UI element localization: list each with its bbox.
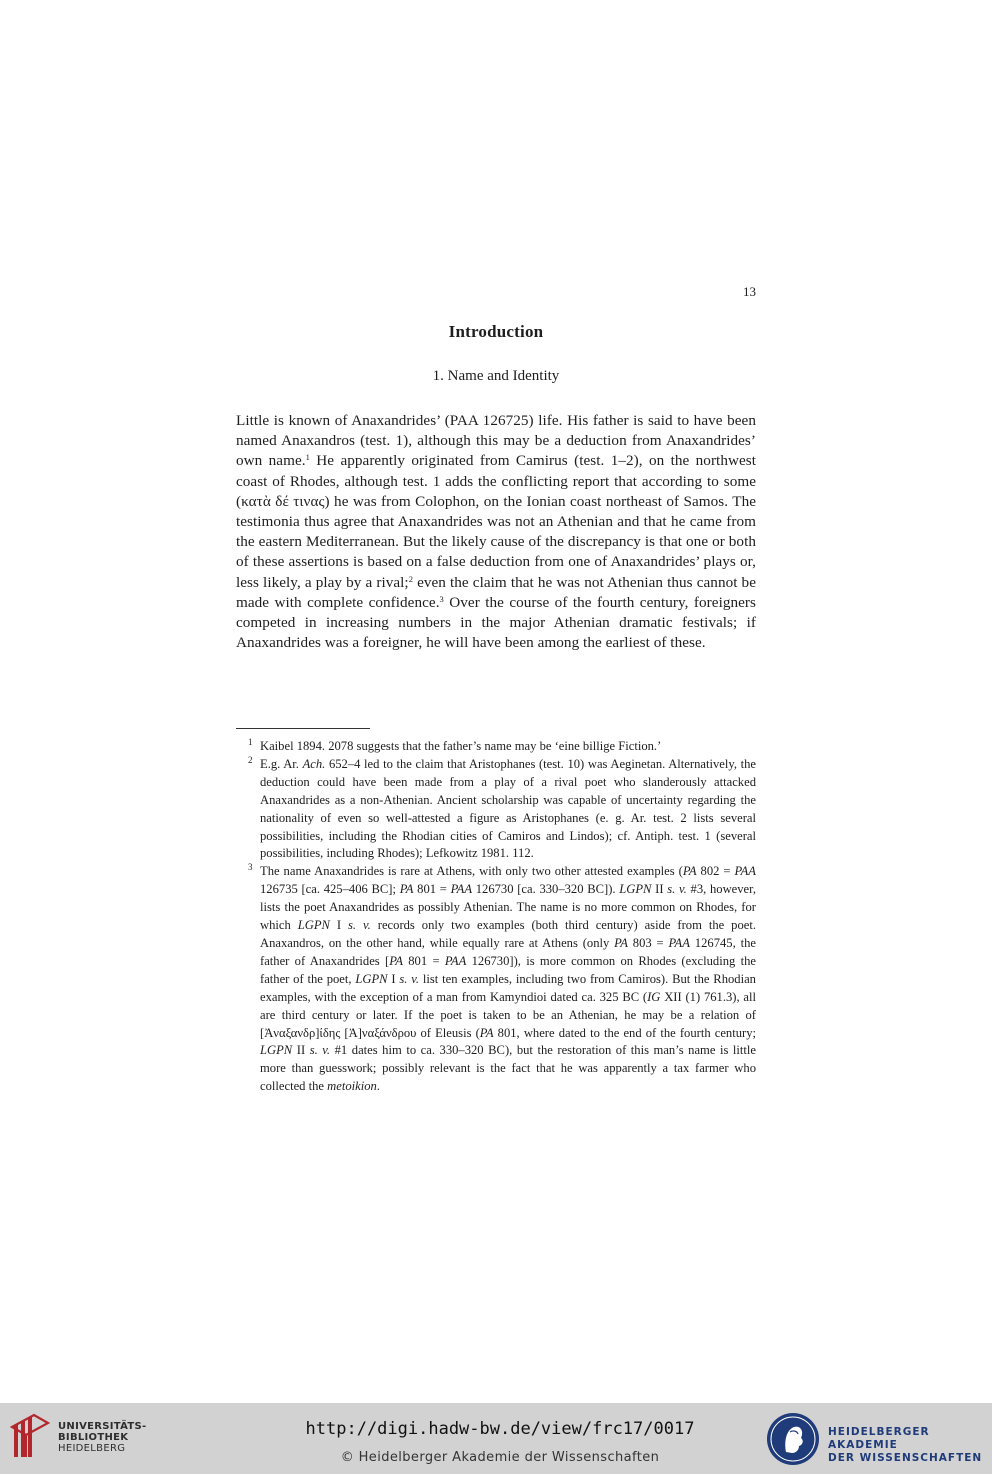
footnote-mark: 3 (248, 862, 253, 873)
footnote-italic: PA (614, 935, 628, 950)
footnote-ref-3[interactable]: 3 (439, 593, 444, 604)
footnote-text: 126730]), is more common on Rhodes (excluding the father of the poet, (260, 953, 756, 986)
footnote-text: 652–4 led to the claim that Aristophanes (test. 10) was Aeginetan. Alternatively, the deduction could have been made from a play of a rival poet who slanderously attacked Anaxandrides as a non-Athenian. Ancient scholarship was capable of uncertainty regarding the nationality of even so well-attested a figure as Aristophanes (e. g. Ar. test. 2 lists several possibilities, including the Rhodian cities of Camiros and Lindos); cf. Antiph. test. 1 (several possibilities, including Rhodes); Lefkowitz 1981. 112. (260, 756, 756, 861)
footnote-italic: PA (399, 882, 414, 897)
footnote-text: The name Anaxandrides is rare at Athens, with only two other attested examples ( (260, 864, 683, 879)
footnote-text: #1 dates him to ca. 330–320 BC), but the restoration of this man’s name is little more than guesswork; possibly relevant is the fact that he was apparently a tax farmer who collected the (260, 1043, 757, 1094)
footnote-italic: s. v. (667, 882, 687, 897)
footnote-text: 126745, the father of Anaxandrides [ (260, 935, 756, 968)
library-line: BIBLIOTHEK (58, 1432, 129, 1443)
footnote-3 (236, 863, 756, 1096)
footnote-italic: metoikion (327, 1079, 377, 1094)
footnote-text: list ten examples, including two from Camiros). But the Rhodian examples, with the exception of a man from Kamyndioi dated ca. 325 BC ( (260, 971, 756, 1004)
copyright-notice: © Heidelberger Akademie der Wissenschaften (340, 1450, 660, 1465)
footnote-text: #3, however, lists the poet Anaxandrides as possibly Athenian. The name is no more common on Rhodes, for which (260, 882, 756, 933)
footnote-text: II (292, 1043, 310, 1058)
library-line: HEIDELBERG (58, 1443, 126, 1454)
footnote-italic: s. v. (309, 1043, 331, 1058)
footnote-text: 801 = (402, 953, 445, 968)
section-heading: 1. Name and Identity (432, 368, 560, 384)
footnote-mark: 2 (248, 754, 253, 765)
footnote-italic: Ach. (302, 756, 326, 771)
academy-name (828, 1426, 992, 1465)
footnote-text: 803 = (627, 935, 669, 950)
body-text-segment: He apparently originated from Camirus (test. 1–2), on the northwest coast of Rhodes, although test. 1 adds the conflicting report that according to some (κατὰ δέ τινας) he was from Colophon, on the Ionian coast northeast of Samos. The testimonia thus agree that Anaxandrides was not an Athenian and that he came from the eastern Mediterranean. But the likely cause of the discrepancy is that one or both of these assertions is based on a false deduction from one of Anaxandrides’ plays or, less likely, a play by a rival; (236, 452, 757, 591)
footnote-italic: PA (479, 1025, 494, 1040)
footnote-2 (236, 756, 756, 863)
footnote-ref-1[interactable]: 1 (305, 452, 310, 463)
body-text-segment: Little is known of Anaxandrides’ (PAA 126725) life. His father is said to have been named Anaxandros (test. 1), although this may be a deduction from Anaxandrides’ own name. (236, 412, 756, 470)
footnote-text: I (387, 971, 400, 986)
footnote-1 (236, 738, 756, 756)
footnote-separator (236, 728, 370, 729)
footnote-text: I (329, 918, 349, 933)
footnote-italic: PAA (668, 935, 690, 950)
footnote-italic: LGPN (297, 918, 330, 933)
footnote-italic: s. v. (348, 918, 371, 933)
footnote-italic: LGPN (355, 971, 388, 986)
footnotes (236, 738, 756, 1096)
footnote-text: II (651, 882, 668, 897)
body-text-segment: even the claim that he was not Athenian thus cannot be made with complete confidence. (236, 573, 756, 611)
footnote-text: 802 = (696, 864, 735, 879)
footnote-text: 126735 [ca. 425–406 BC]; (260, 882, 400, 897)
footer-bar (0, 1403, 992, 1474)
footnote-text: XII (1) 761.3), all are third century or later. If the poet is taken to be an Athenian, he may be a relation of [Ἀναξανδρ]ίδης [Ἀ]ναξάνδρου of Eleusis ( (260, 989, 756, 1040)
footnote-italic: PAA (734, 864, 756, 879)
footnote-italic: PAA (450, 882, 473, 897)
body-paragraph (236, 411, 756, 653)
footnote-italic: PA (389, 953, 403, 968)
footnote-text: . (376, 1079, 380, 1094)
footnote-italic: s. v. (399, 971, 420, 986)
page-number: 13 (743, 284, 756, 299)
footnote-italic: PA (682, 864, 697, 879)
footnote-text: 801, where dated to the end of the fourth century; (493, 1025, 757, 1040)
footnote-italic: LGPN (260, 1043, 293, 1058)
footnote-text: 126730 [ca. 330–320 BC]). (472, 882, 620, 897)
source-url-link[interactable]: http://digi.hadw-bw.de/view/frc17/0017 (305, 1419, 695, 1439)
footnote-italic: IG (647, 989, 661, 1004)
chapter-title: Introduction (448, 322, 544, 341)
footnote-mark: 1 (248, 737, 253, 747)
academy-line: DER WISSENSCHAFTEN (828, 1452, 983, 1464)
library-line: UNIVERSITÄTS- (58, 1421, 147, 1432)
footnote-ref-2[interactable]: 2 (408, 573, 414, 584)
footnote-text: records only two examples (both third century) aside from the poet. Anaxandros, on the other hand, while equally rare at Athens (only (260, 918, 756, 950)
university-library-name (58, 1421, 147, 1454)
footnote-text: E.g. Ar. (260, 756, 303, 771)
body-text-segment: Over the course of the fourth century, foreigners competed in increasing numbers in the major Athenian dramatic festivals; if Anaxandrides was a foreigner, he will have been among the earliest of these. (236, 593, 757, 652)
university-library-logo-icon (10, 1413, 50, 1461)
footnote-text: 801 = (413, 882, 451, 897)
footnote-italic: LGPN (619, 882, 652, 897)
academy-line: HEIDELBERGER AKADEMIE (828, 1426, 930, 1451)
footnote-italic: PAA (444, 953, 467, 968)
footnote-text: Kaibel 1894. 2078 suggests that the father’s name may be ‘eine billige Fiction.’ (260, 739, 662, 753)
academy-seal-icon (766, 1412, 820, 1466)
